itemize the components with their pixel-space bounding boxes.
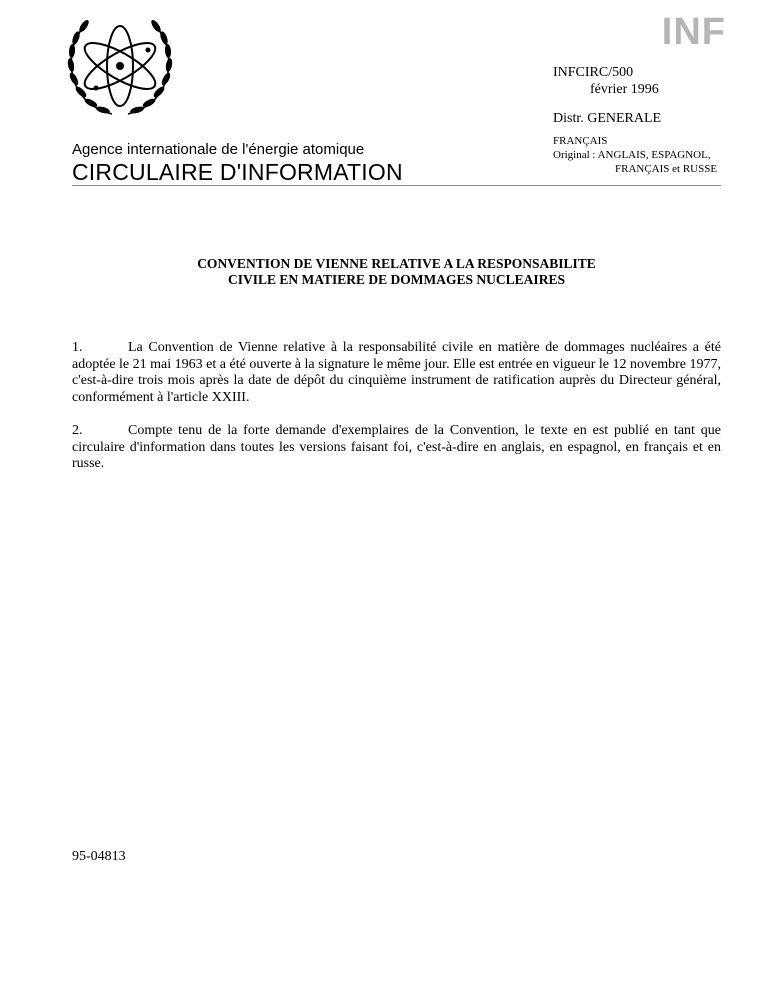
language-block <box>553 134 717 176</box>
paragraph-2 <box>72 423 721 473</box>
document-title <box>72 256 721 288</box>
paragraph-number: 1. <box>72 340 83 355</box>
header-divider <box>72 185 721 186</box>
original-languages-line-1: Original : ANGLAIS, ESPAGNOL, <box>553 149 711 161</box>
distribution-label: Distr. GENERALE <box>553 111 662 126</box>
document-date: février 1996 <box>590 82 659 97</box>
document-title-line-2: CIVILE EN MATIERE DE DOMMAGES NUCLEAIRES <box>228 272 565 287</box>
document-reference <box>553 64 659 98</box>
paragraph-1 <box>72 340 721 406</box>
inf-mark: INF <box>661 11 726 53</box>
paragraph-number: 2. <box>72 423 83 438</box>
agency-name: Agence internationale de l'énergie atomique <box>72 141 365 158</box>
paragraph-text: La Convention de Vienne relative à la responsabilité civile en matière de dommages nucléaires a été adoptée le 21 mai 1963 et a été ouverte à la signature le même jour. Elle est entrée en vigueur le 12 novembre 1977, c'est-à-dire trois mois après la date de dépôt du cinquième instrument de ratification auprès du Directeur général, conformément à l'article XXIII. <box>72 340 721 405</box>
circular-title: CIRCULAIRE D'INFORMATION <box>72 159 403 185</box>
document-title-line-1: CONVENTION DE VIENNE RELATIVE A LA RESPONSABILITE <box>197 256 596 271</box>
language-label: FRANÇAIS <box>553 135 608 147</box>
original-languages-line-2: FRANÇAIS et RUSSE <box>615 163 718 175</box>
paragraph-text: Compte tenu de la forte demande d'exemplaires de la Convention, le texte en est publié en tant que circulaire d'information dans toutes les versions faisant foi, c'est-à-dire en anglais, en espagnol, en français et en russe. <box>72 423 721 471</box>
document-code: 95-04813 <box>72 849 126 864</box>
iaea-logo-icon <box>62 14 178 122</box>
document-number: INFCIRC/500 <box>553 65 634 80</box>
